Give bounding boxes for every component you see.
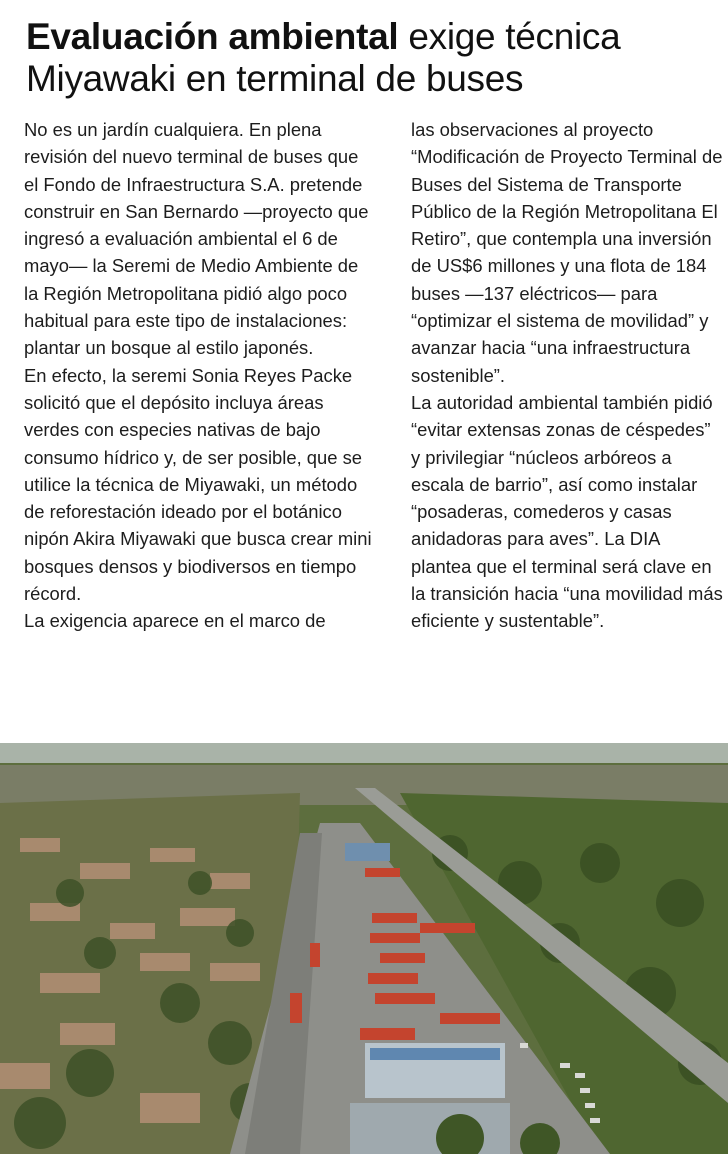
right-column: [411, 116, 723, 635]
headline-rest: exige técnica Miyawaki en terminal de buses: [26, 16, 621, 99]
left-column: [24, 116, 374, 635]
headline: [26, 16, 716, 100]
paragraph-2: En efecto, la seremi Sonia Reyes Packe solicitó que el depósito incluya áreas verdes con especies nativas de bajo consumo hídrico y, de ser posible, que se utilice la técnica de Miyawaki, un método de reforestación ideado por el botánico nipón Akira Miyawaki que busca crear mini bosques densos y biodiversos en tiempo récord.: [24, 364, 372, 605]
paragraph-3: La exigencia aparece en el marco de: [24, 610, 326, 632]
paragraph-4: las observaciones al proyecto “Modificación de Proyecto Terminal de Buses del Sistema de Transporte Público de la Región Metropolitana El Retiro”, que contempla una inversión de US$6 millones y una flota de 184 buses —137 eléctricos— para “optimizar el sistema de movilidad” y avanzar hacia “una infraestructura sostenible”.: [411, 119, 723, 386]
aerial-photo-illustration: [0, 743, 728, 1154]
headline-bold: Evaluación ambiental: [26, 16, 399, 57]
paragraph-1: No es un jardín cualquiera. En plena revisión del nuevo terminal de buses que el Fondo de Infraestructura S.A. pretende construir en San Bernardo —proyecto que ingresó a evaluación ambiental el 6 de mayo— la Seremi de Medio Ambiente de la Región Metropolitana pidió algo poco habitual para este tipo de instalaciones: plantar un bosque al estilo japonés.: [24, 119, 369, 359]
article-body: [24, 116, 723, 721]
paragraph-5: La autoridad ambiental también pidió “evitar extensas zonas de céspedes” y privilegiar “núcleos arbóreos a escala de barrio”, así como instalar “posaderas, comederos y casas anidadoras para aves”. La DIA plantea que el terminal será clave en la transición hacia “una movilidad más eficiente y sustentable”.: [411, 391, 723, 632]
aerial-photo: [0, 743, 728, 1154]
